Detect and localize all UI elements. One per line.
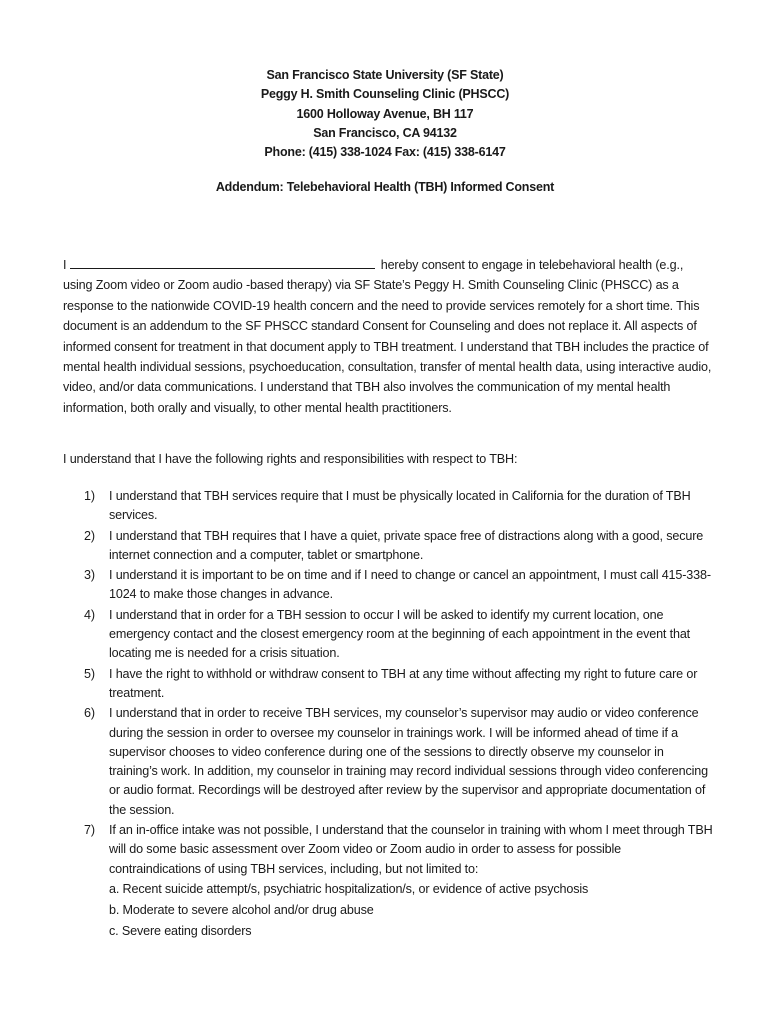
list-number: 3) [84,568,95,583]
list-text: I understand that in order for a TBH session to occur I will be asked to identify my current location, one emergency contact and the closest emergency room at the beginning of each appointment in the event that locating me is needed for a crisis situation. [109,607,691,661]
list-number: 6) [84,706,95,721]
list-item [84,487,714,526]
list-number: 1) [84,489,95,503]
list-text: I understand that TBH requires that I have a quiet, private space free of distractions along with a good, secure internet connection and a computer, tablet or smartphone. [109,528,704,562]
list-number: 5) [84,666,95,681]
list-item [84,665,714,704]
list-item [84,606,714,664]
list-item [84,704,714,820]
list-number: 4) [84,607,95,622]
contraindications-list [109,879,714,942]
list-item [84,821,714,942]
sub-list-item: b. Moderate to severe alcohol and/or drug abuse [109,902,374,917]
street-address: 1600 Holloway Avenue, BH 117 [296,106,474,121]
list-item [84,566,714,605]
list-text: I have the right to withhold or withdraw consent to TBH at any time without affecting my right to future care or treatment. [109,666,698,700]
list-number: 2) [84,528,95,543]
consent-lead: I [63,258,67,272]
consent-body: hereby consent to engage in telebehavioral health (e.g., using Zoom video or Zoom audio -based therapy) via SF State’s Peggy H. Smith Counseling Clinic (PHSCC) as a response to the nationwide COVID-19 health concern and the need to provide services remotely for a short time. This document is an addendum to the SF PHSCC standard Consent for Counseling and does not replace it. All aspects of informed consent for treatment in that document apply to TBH treatment. I understand that TBH includes the practice of mental health individual sessions, psychoeducation, consultation, transfer of mental health data, using interactive audio, video, and/or data communications. I understand that TBH also involves the communication of my mental health information, both orally and visually, to other mental health practitioners. [63,258,712,415]
city-state-zip: San Francisco, CA 94132 [313,125,457,140]
list-item [84,527,714,566]
list-text: I understand that TBH services require that I must be physically located in California for the duration of TBH services. [109,489,691,523]
sub-list-item: c. Severe eating disorders [109,923,252,938]
rights-list [84,487,714,943]
consent-paragraph [63,255,715,418]
name-blank-line[interactable] [70,256,375,269]
list-text: I understand it is important to be on time and if I need to change or cancel an appointment, I must call 415-338-1024 to make those changes in advance. [109,568,711,602]
university-name: San Francisco State University (SF State) [266,68,504,82]
rights-intro: I understand that I have the following rights and responsibilities with respect to TBH: [63,452,518,466]
list-number: 7) [84,823,95,838]
sub-list-item: a. Recent suicide attempt/s, psychiatric hospitalization/s, or evidence of active psychosis [109,881,589,896]
clinic-name: Peggy H. Smith Counseling Clinic (PHSCC) [260,87,510,102]
clinic-header [0,66,770,162]
list-text: If an in-office intake was not possible, I understand that the counselor in training with whom I meet through TBH will do some basic assessment over Zoom video or Zoom audio in order to assess for possible contraindications of using TBH services, including, but not limited to: [109,823,713,876]
list-text: I understand that in order to receive TBH services, my counselor’s supervisor may audio or video conference during the session in order to oversee my counselor in trainings work. I will be informed ahead of time if a supervisor chooses to video conference during one of the sessions to directly observe my counselor in training’s work. In addition, my counselor in training may record individual sessions through video conferencing or audio format. Recordings will be destroyed after review by the supervisor and appropriate documentation of the session. [109,706,708,817]
phone-fax: Phone: (415) 338-1024 Fax: (415) 338-6147 [264,145,506,160]
document-title: Addendum: Telebehavioral Health (TBH) Informed Consent [215,180,555,194]
